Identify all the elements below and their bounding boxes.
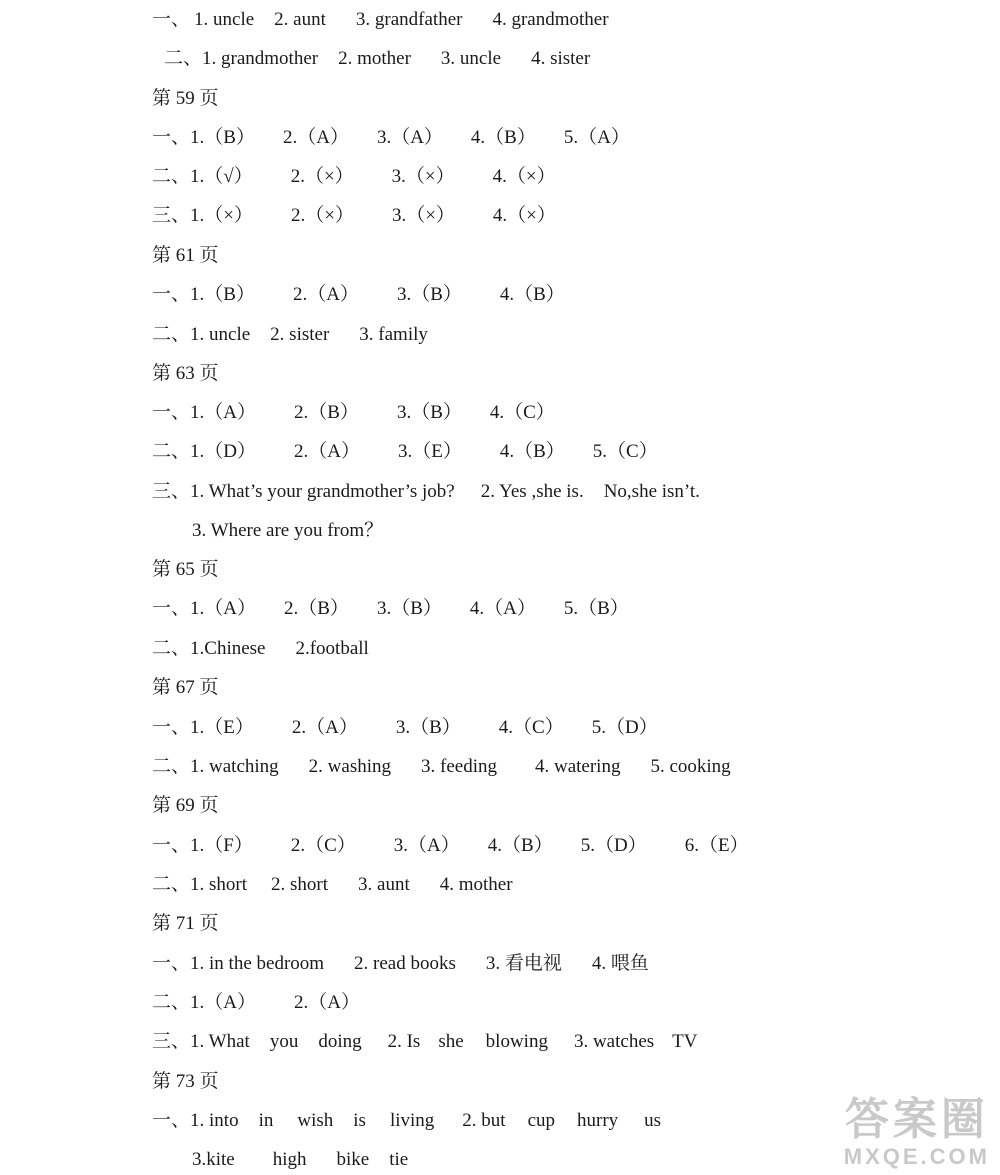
section-label: 一、	[152, 9, 191, 30]
answer-item: 1. into	[190, 1110, 239, 1131]
section-label: 一、	[152, 953, 191, 974]
page-heading: 第 59 页	[152, 88, 219, 109]
section-label: 一、	[152, 598, 191, 619]
section-label: 二、	[152, 874, 191, 895]
answer-item: 2. aunt	[274, 9, 326, 30]
answer-item: 4. sister	[531, 48, 591, 69]
answer-item: 1.（A）	[190, 402, 256, 423]
answer-line	[152, 283, 565, 307]
answer-item: in	[258, 1110, 274, 1131]
answer-item: she	[438, 1031, 464, 1052]
section-label: 三、	[152, 205, 191, 226]
page-heading: 第 61 页	[152, 245, 219, 266]
answer-item: 1.（√）	[190, 166, 253, 187]
answer-item: 3.（A）	[376, 127, 443, 148]
answer-item: 4.（A）	[469, 598, 536, 619]
answer-item: 2. Is	[387, 1031, 421, 1052]
answer-item: 3.（A）	[393, 835, 460, 856]
section-label: 二、	[152, 756, 191, 777]
answer-item: 2. mother	[338, 48, 411, 69]
answer-item: 4. 喂鱼	[591, 953, 649, 974]
answer-item: 6.（E）	[684, 835, 749, 856]
section-label: 二、	[152, 638, 191, 659]
answer-item: 3.（B）	[396, 402, 462, 423]
answer-line	[152, 873, 513, 897]
answer-item: wish	[297, 1110, 334, 1131]
answer-item: 2. short	[271, 874, 329, 895]
section-label: 二、	[152, 992, 191, 1013]
answer-item: 4.（C）	[498, 717, 564, 738]
answer-line	[152, 991, 360, 1015]
answer-item: 1. uncle	[194, 9, 255, 30]
answer-item: 1.（B）	[190, 284, 255, 305]
answer-item: 2. sister	[270, 324, 330, 345]
answer-item: high	[272, 1149, 307, 1170]
answer-line	[152, 834, 749, 858]
answer-line	[192, 519, 383, 543]
answer-item: 1.（D）	[190, 441, 256, 462]
answer-item: 3.（B）	[396, 284, 462, 305]
answer-item: is	[353, 1110, 366, 1131]
answer-item: 1.（A）	[190, 992, 256, 1013]
answer-item: 2.（B）	[294, 402, 359, 423]
answer-line	[152, 204, 556, 228]
section-label: 一、	[152, 402, 191, 423]
section-label: 二、	[152, 441, 191, 462]
answer-item: 2.football	[295, 638, 369, 659]
page-heading: 第 67 页	[152, 677, 219, 698]
watermark-top: 答案圈	[844, 1095, 989, 1144]
answer-item: 1.（E）	[190, 717, 254, 738]
answer-item: hurry	[577, 1110, 619, 1131]
answer-item: 1. What’s your grandmother’s job?	[190, 481, 455, 502]
answer-line	[152, 480, 700, 504]
answer-line	[152, 755, 731, 779]
answer-item: 1. short	[190, 874, 248, 895]
watermark-bottom: MXQE.COM	[843, 1144, 990, 1169]
answer-item: 1. uncle	[190, 324, 251, 345]
answer-item: 4.（B）	[499, 284, 565, 305]
section-label: 一、	[152, 1110, 191, 1131]
answer-item: 5.（D）	[591, 717, 658, 738]
page-heading: 第 73 页	[152, 1071, 219, 1092]
page-heading: 第 71 页	[152, 913, 219, 934]
page-heading: 第 69 页	[152, 795, 219, 816]
answer-item: tie	[389, 1149, 409, 1170]
answer-item: 3. uncle	[440, 48, 502, 69]
answer-item: 4.（C）	[489, 402, 555, 423]
answer-item: you	[269, 1031, 299, 1052]
answer-line	[152, 401, 555, 425]
answer-item: 1. What	[190, 1031, 250, 1052]
answer-item: 2.（A）	[282, 127, 349, 148]
answer-item: 2.（A）	[291, 717, 358, 738]
answer-item: 5.（C）	[592, 441, 658, 462]
answer-item: 4.（B）	[499, 441, 565, 462]
section-label: 二、	[152, 324, 191, 345]
answer-item: doing	[318, 1031, 362, 1052]
answer-line	[152, 440, 658, 464]
answer-item: 4. watering	[534, 756, 621, 777]
section-label: 一、	[152, 717, 191, 738]
answer-item: 1. watching	[190, 756, 279, 777]
answer-item: living	[389, 1110, 435, 1131]
answer-item: 2. but	[462, 1110, 506, 1131]
page-heading: 第 65 页	[152, 559, 219, 580]
answer-item: 2. Yes ,she is.	[480, 481, 584, 502]
answer-item: 2.（B）	[284, 598, 349, 619]
answer-item: 3. family	[359, 324, 428, 345]
answer-line	[152, 1030, 697, 1054]
answer-item: 2.（×）	[290, 205, 354, 226]
answer-item: 2.（C）	[290, 835, 356, 856]
answer-line	[152, 637, 369, 661]
answer-line	[152, 716, 658, 740]
section-label: 三、	[152, 1031, 191, 1052]
answer-line	[152, 323, 428, 347]
section-label: 三、	[152, 481, 191, 502]
answer-item: 5. cooking	[650, 756, 731, 777]
answer-item: bike	[336, 1149, 370, 1170]
answer-line	[152, 8, 609, 32]
section-label: 一、	[152, 127, 191, 148]
answer-line	[152, 952, 649, 976]
answer-item: 3.（B）	[395, 717, 461, 738]
answer-item: 4. mother	[439, 874, 513, 895]
answer-item: 1. in the bedroom	[190, 953, 325, 974]
answer-item: 1. grandmother	[202, 48, 319, 69]
answer-item: 3. watches	[573, 1031, 655, 1052]
answer-item: 3. feeding	[421, 756, 497, 777]
answer-item: 3.（×）	[391, 205, 455, 226]
answer-item: cup	[527, 1110, 556, 1131]
answer-item: 3.（B）	[376, 598, 442, 619]
answer-item: 3. 看电视	[485, 953, 562, 974]
answer-item: 3. aunt	[358, 874, 410, 895]
answer-item: 2.（A）	[294, 441, 360, 462]
watermark-logo	[844, 1095, 990, 1169]
answer-item: 1.（×）	[190, 205, 253, 226]
answer-item: 4.（B）	[470, 127, 536, 148]
section-label: 一、	[152, 284, 191, 305]
answer-line	[164, 47, 590, 71]
answer-item: 2. washing	[308, 756, 391, 777]
section-label: 一、	[152, 835, 191, 856]
answer-item: blowing	[485, 1031, 548, 1052]
answer-line	[152, 126, 630, 150]
answer-item: 1.（A）	[190, 598, 256, 619]
answer-item: 5.（D）	[580, 835, 647, 856]
answer-item: No,she isn’t.	[603, 481, 700, 502]
answer-item: 2.（A）	[294, 992, 360, 1013]
answer-item: 3.kite	[192, 1149, 235, 1170]
answer-item: 4.（×）	[492, 205, 556, 226]
answer-item: 3.（E）	[397, 441, 462, 462]
answer-item: us	[644, 1110, 662, 1131]
answer-item: 5.（B）	[563, 598, 629, 619]
answer-item: 2.（×）	[290, 166, 354, 187]
answer-line	[152, 1109, 661, 1133]
answer-item: 3. grandfather	[355, 9, 463, 30]
section-label: 二、	[164, 48, 203, 69]
answer-item: 5.（A）	[563, 127, 630, 148]
answer-item: 2. read books	[354, 953, 456, 974]
section-label: 二、	[152, 166, 191, 187]
answer-item: 1.（B）	[190, 127, 255, 148]
answer-item: 4.（B）	[487, 835, 553, 856]
answer-line	[192, 1148, 408, 1172]
answer-item: 4.（×）	[492, 166, 556, 187]
answer-item: 2.（A）	[292, 284, 359, 305]
answer-line	[152, 165, 556, 189]
answer-item: 3.（×）	[391, 166, 455, 187]
page-heading: 第 63 页	[152, 363, 219, 384]
answer-item: TV	[672, 1031, 698, 1052]
answer-item: 1.Chinese	[190, 638, 266, 659]
answer-item: 4. grandmother	[492, 9, 609, 30]
answer-item: 3. Where are you from？	[192, 520, 384, 541]
answer-item: 1.（F）	[190, 835, 253, 856]
answer-line	[152, 597, 629, 621]
